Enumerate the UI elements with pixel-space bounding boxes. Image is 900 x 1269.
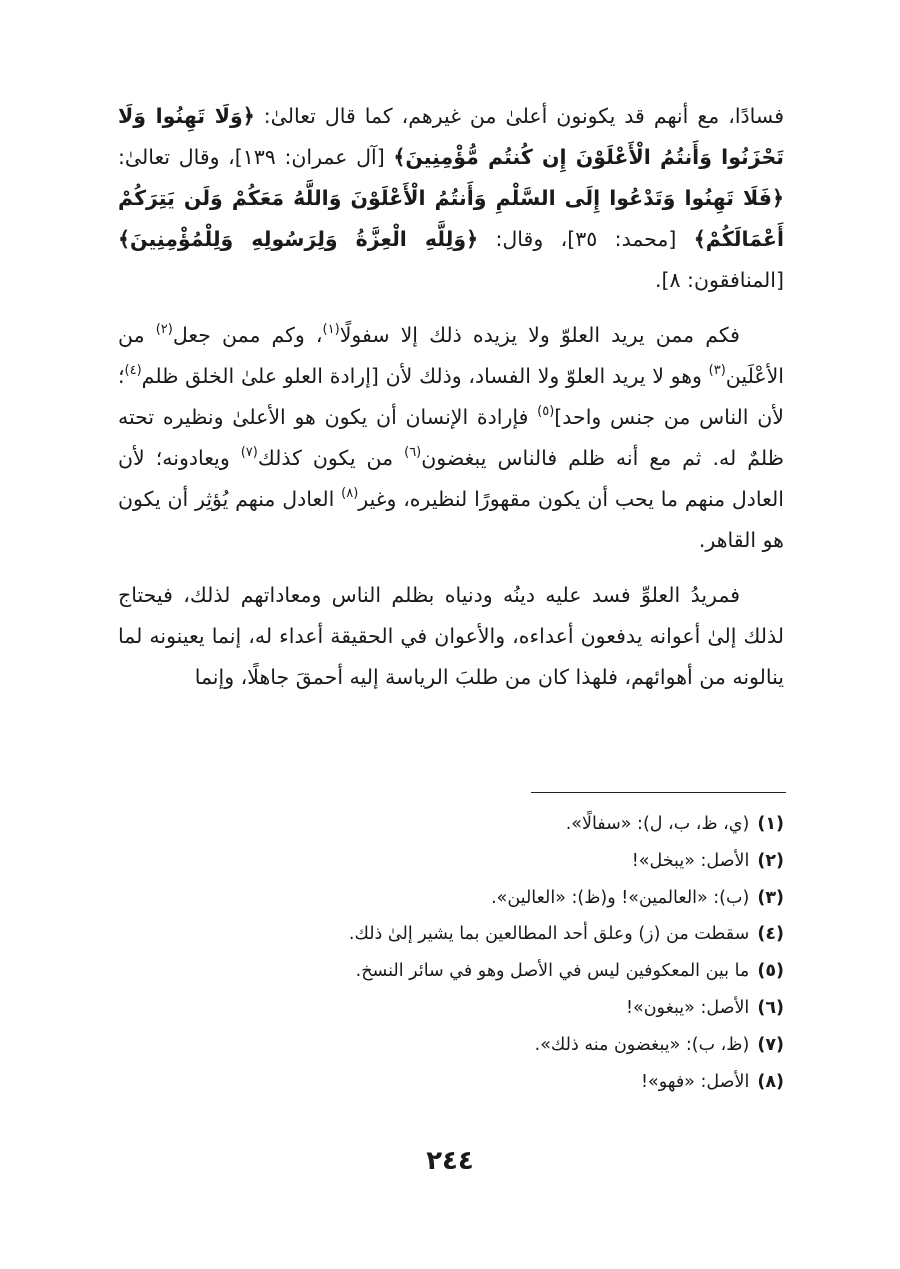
footnote-number: (٢): [757, 850, 784, 871]
footnote-item: [104, 1027, 784, 1064]
footnote-item: [104, 916, 784, 953]
quran-verse: ﴿وَلَا تَهِنُوا وَلَا تَحْزَنُوا وَأَنتُمُ الْأَعْلَوْنَ إِن كُنتُم مُّؤْمِنِينَ﴾: [118, 104, 784, 169]
text-run: العادل منهم يُؤثِر أن يكون هو القاهر.: [118, 487, 784, 552]
paragraph: [118, 575, 784, 698]
footnote-item: [104, 880, 784, 917]
footnote-separator: [531, 792, 786, 793]
footnote-text: (ب): «العالمين»! و(ظ): «العالين».: [491, 887, 750, 908]
paragraph: [118, 96, 784, 301]
footnote-text: سقطت من (ز) وعلق أحد المطالعين بما يشير إلىٰ ذلك.: [348, 924, 750, 945]
footnote-number: (٨): [757, 1071, 784, 1092]
footnote-text: (ظ، ب): «يبغضون منه ذلك».: [534, 1034, 750, 1055]
footnote-text: الأصل: «فهو»!: [640, 1071, 750, 1092]
footnote-marker[interactable]: (٥): [537, 404, 555, 419]
footnote-item: [104, 990, 784, 1027]
footnote-item: [104, 843, 784, 880]
footnote-item: [104, 806, 784, 843]
text-run: [المنافقون: ٨].: [655, 268, 784, 292]
quran-verse: ﴿فَلَا تَهِنُوا وَتَدْعُوا إِلَى السَّلْمِ وَأَنتُمُ الْأَعْلَوْنَ وَاللَّهُ مَعَكُمْ وَلَن يَتِرَكُمْ أَعْمَالَكُمْ﴾: [118, 186, 784, 251]
text-run: ، وكم ممن جعل: [172, 323, 323, 347]
main-text: [118, 96, 784, 698]
footnote-text: ما بين المعكوفين ليس في الأصل وهو في سائر النسخ.: [355, 961, 750, 982]
footnote-number: (١): [757, 814, 784, 834]
text-run: فإرادة الإنسان أن يكون هو الأعلىٰ ونظيره تحته ظلمٌ له. ثم مع أنه ظلم فالناس يبغضون: [118, 405, 784, 470]
text-run: ؛ لأن الناس من جنس واحد]: [118, 364, 784, 429]
text-run: فسادًا، مع أنهم قد يكونون أعلىٰ من غيرهم، كما قال تعالىٰ:: [254, 104, 784, 128]
text-run: من الأعْلَين: [118, 323, 784, 388]
footnote-marker[interactable]: (٦): [404, 445, 422, 460]
quran-verse: ﴿وَلِلَّهِ الْعِزَّةُ وَلِرَسُولِهِ وَلِلْمُؤْمِنِينَ﴾: [118, 227, 479, 251]
footnote-text: (ي، ظ، ب، ل): «سفالًا».: [565, 814, 750, 834]
footnote-number: (٣): [757, 887, 784, 908]
text-run: [آل عمران: ١٣٩]، وقال تعالىٰ:: [118, 145, 394, 169]
footnote-marker[interactable]: (٧): [240, 445, 258, 460]
text-run: من يكون كذلك: [257, 446, 405, 470]
footnote-number: (٤): [757, 924, 784, 945]
footnote-number: (٧): [757, 1034, 784, 1055]
footnote-marker[interactable]: (٣): [708, 363, 726, 378]
footnote-marker[interactable]: (٢): [155, 322, 173, 337]
footnote-number: (٦): [757, 997, 784, 1018]
text-run: فكم ممن يريد العلوّ ولا يزيده ذلك إلا سفولًا: [339, 323, 740, 347]
text-run: فمريدُ العلوِّ فسد عليه دينُه ودنياه بظلم الناس ومعاداتهم لذلك، فيحتاج لذلك إلىٰ أعوانه يدفعون أعداءه، والأعوان في الحقيقة أعداء له، إنما يعينونه لما ينالونه من أهوائهم، فلهذا كان من طلبَ الرياسة إليه أحمقَ جاهلًا، وإنما: [118, 583, 784, 689]
footnote-item: [104, 953, 784, 990]
text-run: وهو لا يريد العلوّ ولا الفساد، وذلك لأن [إرادة العلو علىٰ الخلق ظلم: [141, 364, 709, 388]
text-run: [محمد: ٣٥]، وقال:: [478, 227, 694, 251]
footnote-text: الأصل: «يبخل»!: [631, 850, 750, 871]
paragraph: [118, 315, 784, 561]
footnote-marker[interactable]: (٨): [341, 486, 359, 501]
footnote-marker[interactable]: (١): [322, 322, 340, 337]
footnote-marker[interactable]: (٤): [124, 363, 142, 378]
footnotes-list: [104, 806, 784, 1100]
footnote-number: (٥): [757, 961, 784, 982]
footnote-item: [104, 1064, 784, 1101]
page-number: ٢٤٤: [426, 1146, 474, 1176]
footnote-text: الأصل: «يبغون»!: [625, 997, 750, 1018]
text-run: ويعادونه؛ لأن العادل منهم ما يحب أن يكون مقهورًا لنظيره، وغير: [118, 446, 784, 511]
